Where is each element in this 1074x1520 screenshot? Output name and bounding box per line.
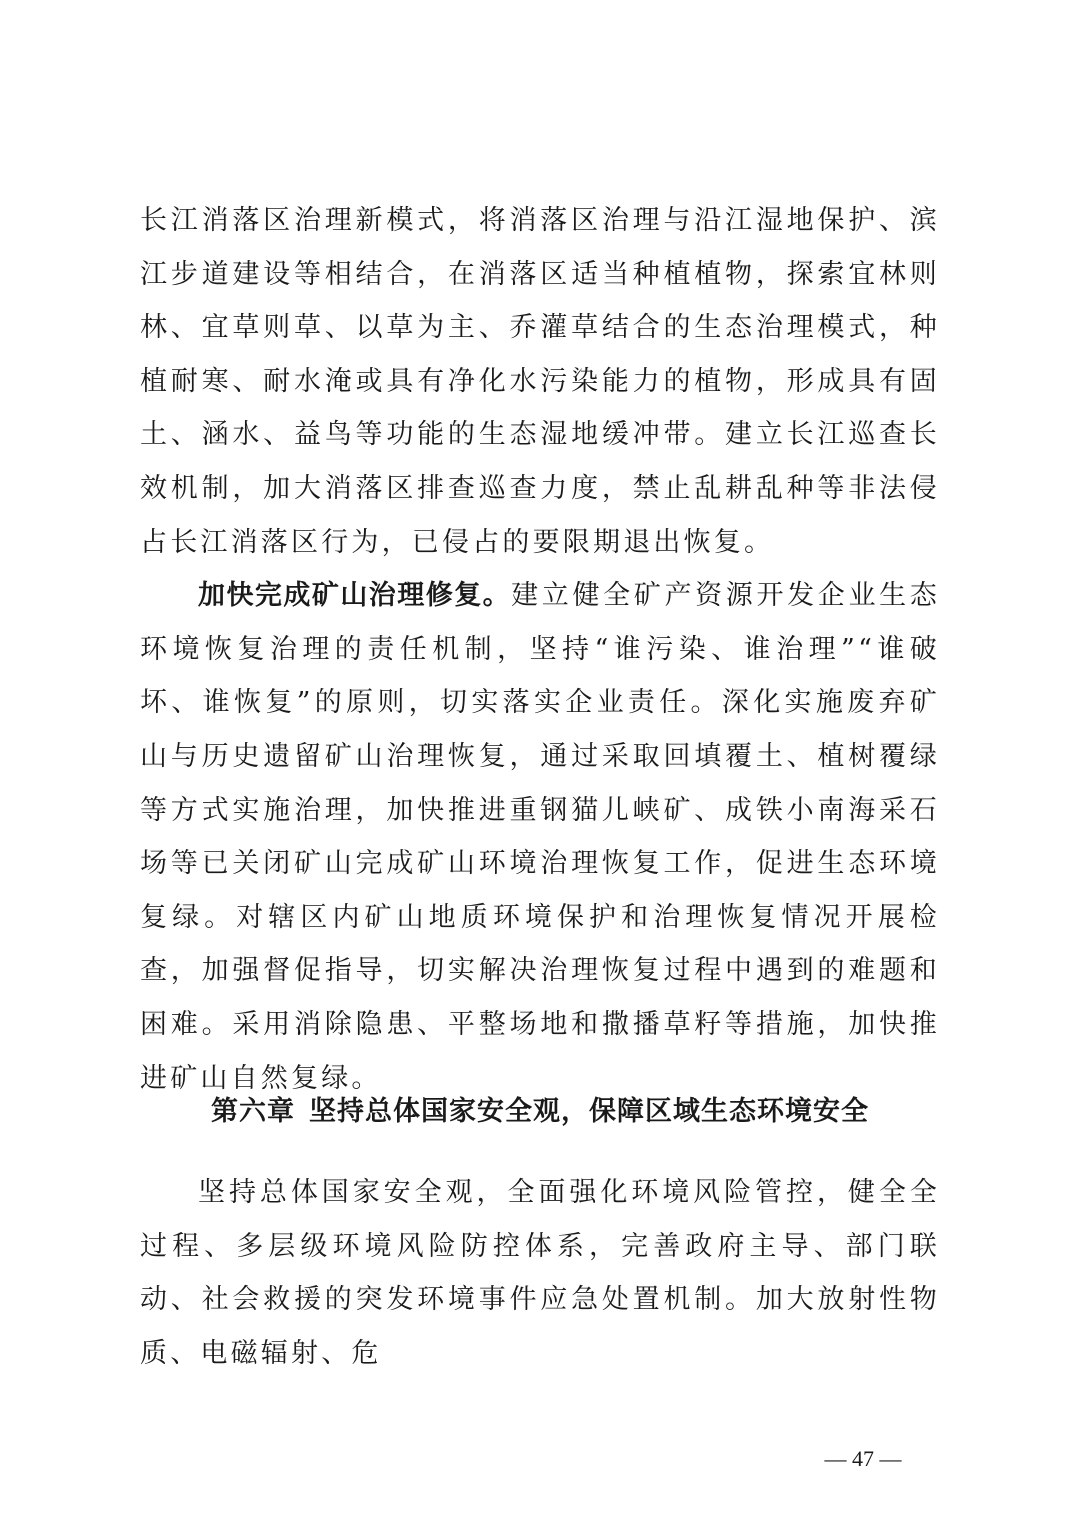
paragraph-chapter-intro: 坚持总体国家安全观，全面强化环境风险管控，健全全过程、多层级环境风险防控体系，完善政府主导、部门联动、社会救援的突发环境事件应急处置机制。加大放射性物质、电磁辐射、危 bbox=[140, 1177, 940, 1369]
paragraph-body: 建立健全矿产资源开发企业生态环境恢复治理的责任机制，坚持“谁污染、谁治理”“谁破坏、谁恢复”的原则，切实落实企业责任。深化实施废弃矿山与历史遗留矿山治理恢复，通过采取回填覆土、植树覆绿等方式实施治理，加快推进重钢猫儿峡矿、成铁小南海采石场等已关闭矿山完成矿山环境治理恢复工作，促进生态环境复绿。对辖区内矿山地质环境保护和治理恢复情况开展检查，加强督促指导，切实解决治理恢复过程中遇到的难题和困难。采用消除隐患、平整场地和撒播草籽等措施，加快推进矿山自然复绿。 bbox=[140, 580, 940, 1094]
paragraph-continuation: 长江消落区治理新模式，将消落区治理与沿江湿地保护、滨江步道建设等相结合，在消落区适当种植植物，探索宜林则林、宜草则草、以草为主、乔灌草结合的生态治理模式，种植耐寒、耐水淹或具有净化水污染能力的植物，形成具有固土、涵水、益鸟等功能的生态湿地缓冲带。建立长江巡查长效机制，加大消落区排查巡查力度，禁止乱耕乱种等非法侵占长江消落区行为，已侵占的要限期退出恢复。 bbox=[140, 205, 940, 558]
paragraph-lead-heading: 加快完成矿山治理修复。 bbox=[198, 580, 512, 612]
body-text-lower bbox=[140, 1166, 940, 1380]
paragraph-mine-restoration bbox=[140, 569, 940, 1105]
body-text-upper bbox=[140, 194, 940, 1105]
chapter-number: 第六章 bbox=[211, 1096, 295, 1127]
chapter-heading bbox=[140, 1087, 940, 1137]
chapter-title: 坚持总体国家安全观，保障区域生态环境安全 bbox=[309, 1096, 869, 1127]
page-number: — 47 — bbox=[824, 1446, 902, 1471]
